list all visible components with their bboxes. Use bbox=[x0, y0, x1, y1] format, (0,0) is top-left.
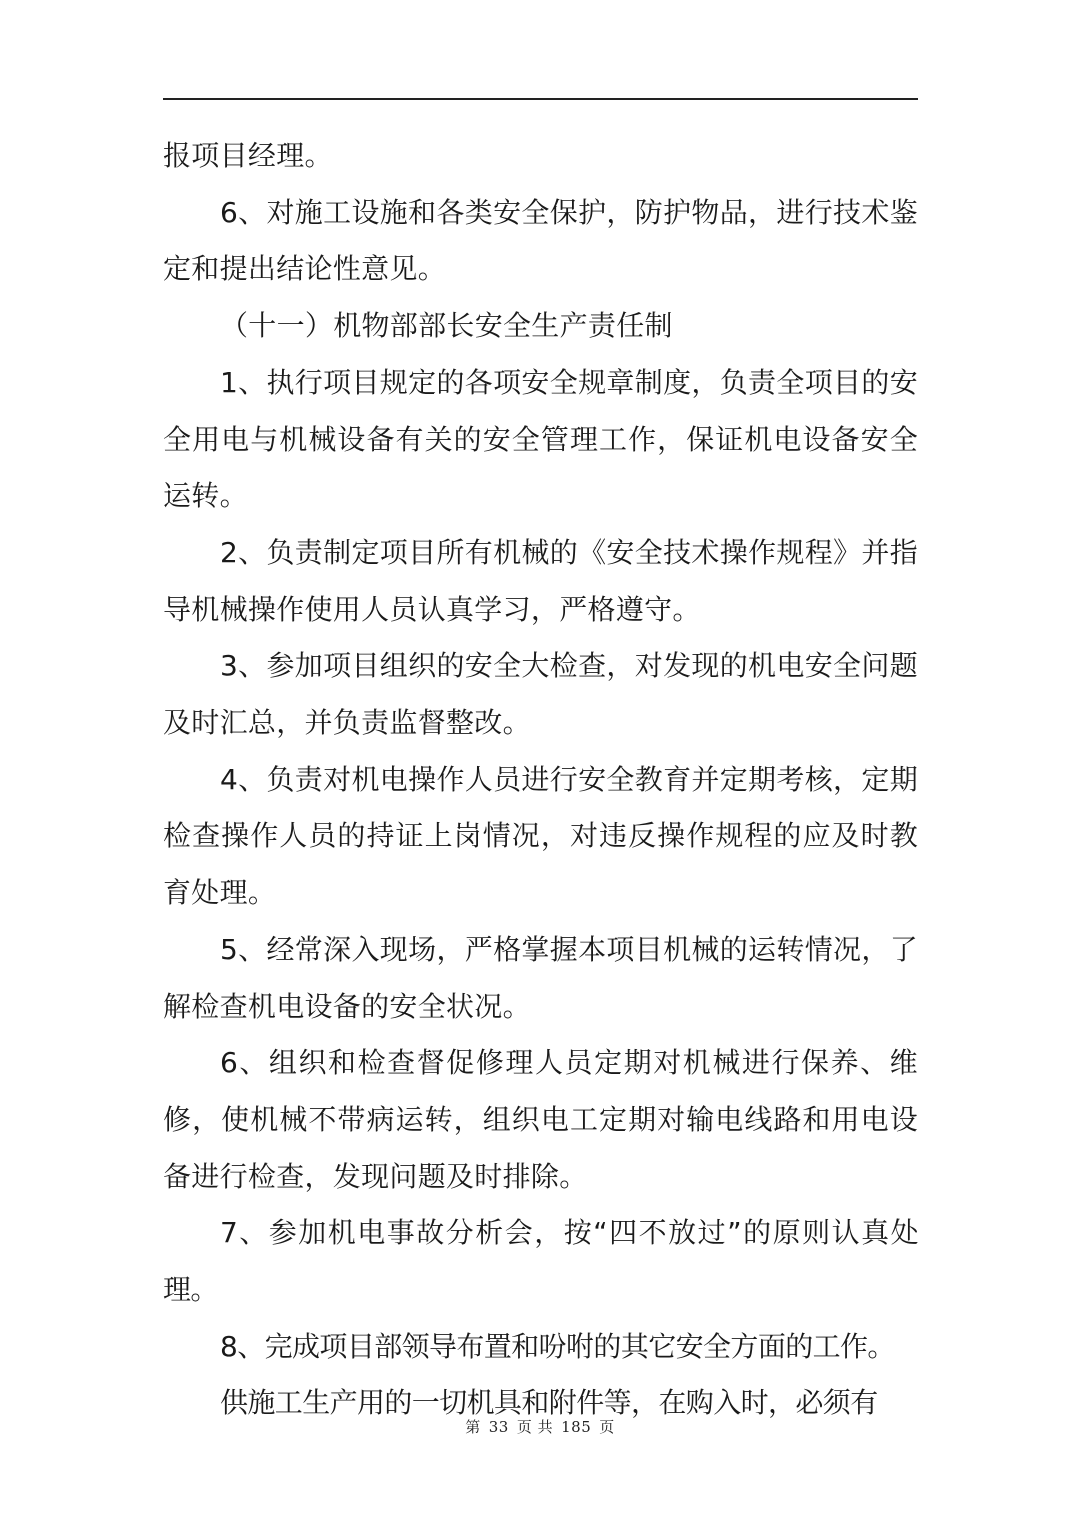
paragraph-9: 6、组织和检查督促修理人员定期对机械进行保养、维修，使机械不带病运转，组织电工定期对输电线路和用电设备进行检查，发现问题及时排除。 bbox=[163, 1046, 918, 1193]
footer-suffix: 页 bbox=[599, 1418, 615, 1436]
document-body bbox=[163, 128, 918, 1432]
paragraph-10: 7、参加机电事故分析会，按“四不放过”的原则认真处理。 bbox=[163, 1216, 918, 1307]
footer-middle: 页 共 bbox=[516, 1418, 554, 1436]
paragraph-6: 3、参加项目组织的安全大检查，对发现的机电安全问题及时汇总，并负责监督整改。 bbox=[163, 649, 918, 740]
current-page-number: 33 bbox=[488, 1418, 509, 1436]
total-page-count: 185 bbox=[561, 1418, 592, 1436]
paragraph-12: 供施工生产用的一切机具和附件等，在购入时，必须有 bbox=[220, 1386, 878, 1420]
paragraph-1: 报项目经理。 bbox=[163, 139, 333, 172]
page-footer bbox=[0, 1416, 1080, 1437]
header-rule bbox=[163, 98, 918, 100]
paragraph-4: 1、执行项目规定的各项安全规章制度，负责全项目的安全用电与机械设备有关的安全管理工作，保证机电设备安全运转。 bbox=[163, 365, 918, 513]
footer-prefix: 第 bbox=[465, 1418, 481, 1436]
section-heading: （十一）机物部部长安全生产责任制 bbox=[220, 309, 673, 343]
paragraph-8: 5、经常深入现场，严格掌握本项目机械的运转情况，了解检查机电设备的安全状况。 bbox=[163, 932, 918, 1023]
paragraph-5: 2、负责制定项目所有机械的《安全技术操作规程》并指导机械操作使用人员认真学习，严格遵守。 bbox=[163, 535, 918, 626]
paragraph-7: 4、负责对机电操作人员进行安全教育并定期考核，定期检查操作人员的持证上岗情况，对违反操作规程的应及时教育处理。 bbox=[163, 762, 918, 910]
paragraph-11: 8、完成项目部领导布置和吩咐的其它安全方面的工作。 bbox=[220, 1329, 895, 1363]
paragraph-2: 6、对施工设施和各类安全保护，防护物品，进行技术鉴定和提出结论性意见。 bbox=[163, 195, 918, 286]
